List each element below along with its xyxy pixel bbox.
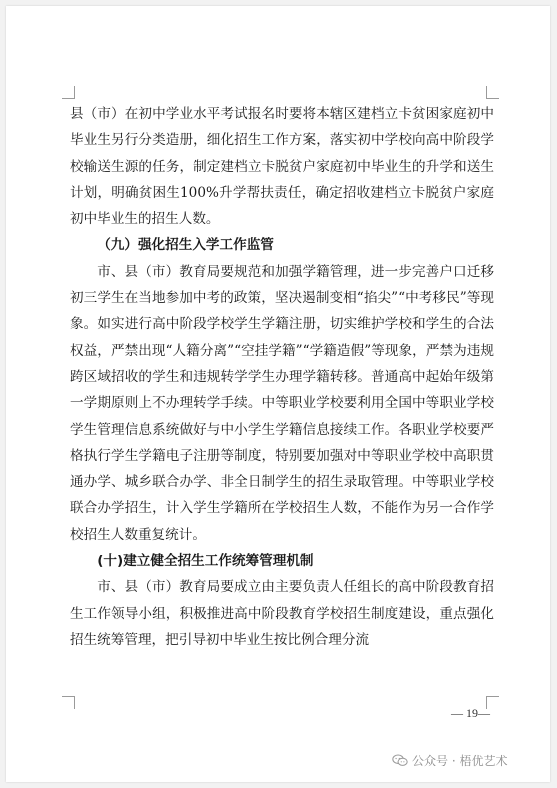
crop-mark-top-right — [486, 86, 499, 99]
section-heading-9: （九）强化招生入学工作监管 — [97, 237, 274, 254]
paragraph-2: 市、县（市）教育局要规范和加强学籍管理，进一步完善户口迁移初三学生在当地参加中考的政策，坚决遏制变相“掐尖”“中考移民”等现象。如实进行高中阶段学校学生学籍注册，切实维护学校和学生的合法权益，严禁出现“人籍分离”“空挂学籍”“学籍造假”等现象，严禁为违规跨区域招收的学生和违规转学学生办理学籍转移。普通高中起始年级第一学期原则上不办理转学手续。中等职业学校要利用全国中等职业学校学生管理信息系统做好与中小学生学籍信息接续工作。各职业学校要严格执行学生学籍电子注册等制度，特别要加强对中等职业学校中高职贯通办学、城乡联合办学、非全日制学生的招生录取管理。中等职业学校联合办学招生，计入学生学籍所在学校招生人数，不能作为另一合作学校招生人数重复统计。 — [70, 263, 494, 543]
crop-mark-bottom-left — [62, 696, 75, 709]
section-heading-10: (十)建立健全招生工作统筹管理机制 — [97, 553, 314, 570]
page-number: — 19— — [451, 706, 490, 720]
paragraph-3: 市、县（市）教育局要成立由主要负责人任组长的高中阶段教育招生工作领导小组，积极推进高中阶段教育学校招生制度建设，重点强化招生统筹管理，把引导初中毕业生按比例合理分流 — [70, 579, 494, 648]
document-body — [70, 101, 494, 653]
crop-mark-top-left — [62, 86, 75, 99]
watermark — [392, 752, 507, 769]
watermark-text: 公众号 · 梧优艺术 — [412, 754, 508, 768]
document-page — [6, 6, 550, 782]
paragraph-1: 县（市）在初中学业水平考试报名时要将本辖区建档立卡贫困家庭初中毕业生另行分类造册，细化招生工作方案，落实初中学校向高中阶段学校输送生源的任务，制定建档立卡脱贫户家庭初中毕业生的升学和送生计划，明确贫困生100%升学帮扶责任，确定招收建档立卡脱贫户家庭初中毕业生的招生人数。 — [70, 106, 494, 228]
wechat-icon — [392, 754, 408, 767]
